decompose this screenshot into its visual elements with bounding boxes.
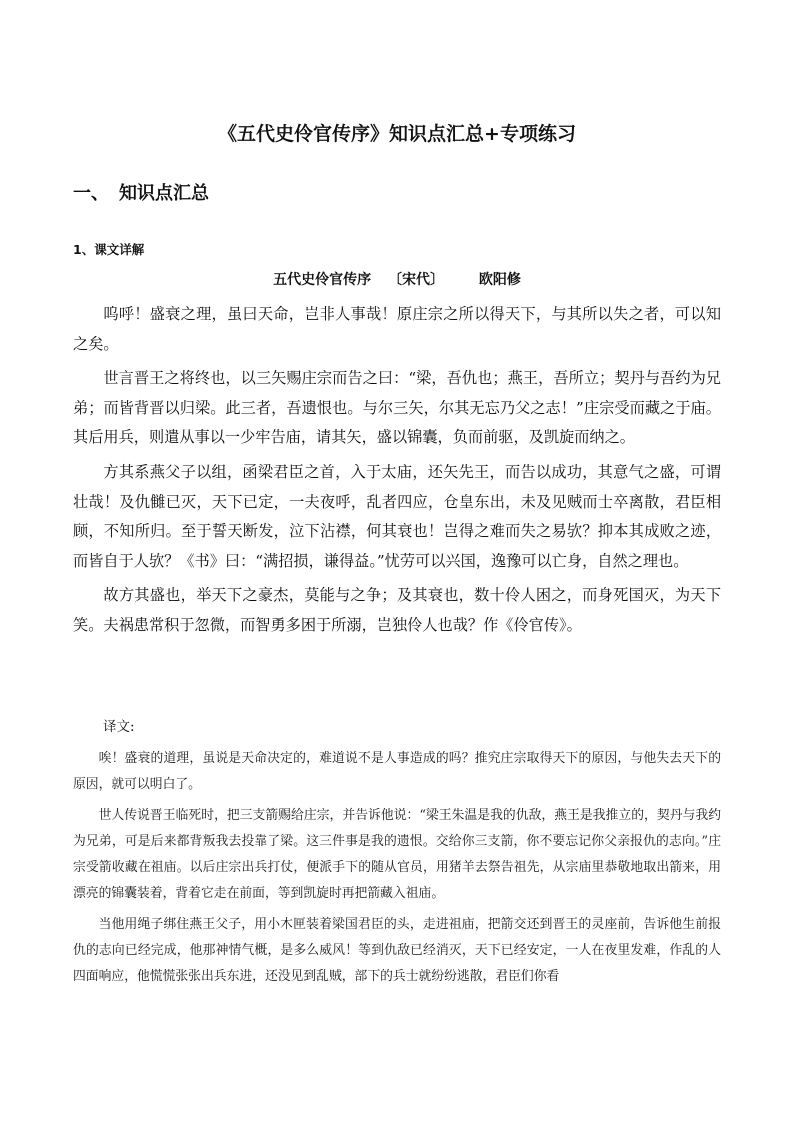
work-heading (80, 269, 714, 291)
translation-paragraph: 当他用绳子绑住燕王父子，用小木匣装着梁国君臣的头，走进祖庙，把箭交还到晋王的灵座前，告诉他生前报仇的志向已经完成，他那神情气概，是多么威风！等到仇敌已经消灭，天下已经安定，一人在夜里发难，作乱的人四面响应，他慌慌张张出兵东进，还没见到乱贼，部下的兵士就纷纷逃散，君臣们你看 (73, 917, 721, 984)
translation-text (73, 746, 721, 995)
work-title: 五代史伶官传序 (273, 272, 372, 288)
original-paragraph: 方其系燕父子以组，函梁君臣之首，入于太庙，还矢先王，而告以成功，其意气之盛，可谓壮哉！及仇雠已灭，天下已定，一夫夜呼，乱者四应，仓皇东出，未及见贼而士卒离散，君臣相顾，不知所归。至于誓天断发，泣下沾襟，何其衰也！岂得之难而失之易欤？抑本其成败之迹，而皆自于人欤？《书》曰：“满招损，谦得益。”忧劳可以兴国，逸豫可以亡身，自然之理也。 (73, 462, 721, 570)
original-paragraph: 呜呼！盛衰之理，虽曰天命，岂非人事哉！原庄宗之所以得天下，与其所以失之者，可以知之矣。 (73, 305, 721, 353)
section-number: 一、 (73, 183, 109, 204)
section-label: 知识点汇总 (119, 183, 209, 204)
translation-paragraph: 唉！盛衰的道理，虽说是天命决定的，难道说不是人事造成的吗？推究庄宗取得天下的原因，与他失去天下的原因，就可以明白了。 (73, 751, 721, 792)
original-paragraph: 世言晋王之将终也，以三矢赐庄宗而告之曰：“梁，吾仇也；燕王，吾所立；契丹与吾约为兄弟；而皆背晋以归梁。此三者，吾遗恨也。与尔三矢，尔其无忘乃父之志！”庄宗受而藏之于庙。其后用兵，则遣从事以一少牢告庙，请其矢，盛以锦囊，负而前驱，及凯旋而纳之。 (73, 369, 721, 447)
original-paragraph: 故方其盛也，举天下之豪杰，莫能与之争；及其衰也，数十伶人困之，而身死国灭，为天下笑。夫祸患常积于忽微，而智勇多困于所溺，岂独伶人也哉？作《伶官传》。 (73, 586, 721, 634)
original-text (73, 300, 721, 646)
subsection-heading: 1、课文详解 (73, 242, 145, 257)
translation-label: 译文: (103, 719, 135, 735)
work-dynasty: 〔宋代〕 (388, 272, 444, 288)
work-author: 欧阳修 (478, 272, 521, 288)
document-title: 《五代史伶官传序》知识点汇总+专项练习 (218, 123, 576, 145)
section-heading (73, 181, 209, 207)
translation-paragraph: 世人传说晋王临死时，把三支箭赐给庄宗，并告诉他说：“梁王朱温是我的仇敌，燕王是我推立的，契丹与我约为兄弟，可是后来都背叛我去投靠了梁。这三件事是我的遗恨。交给你三支箭，你不要忘记你父亲报仇的志向。”庄宗受箭收藏在祖庙。以后庄宗出兵打仗，便派手下的随从官员，用猪羊去祭告祖先，从宗庙里恭敬地取出箭来，用漂亮的锦囊装着，背着它走在前面，等到凯旋时再把箭藏入祖庙。 (73, 808, 721, 901)
